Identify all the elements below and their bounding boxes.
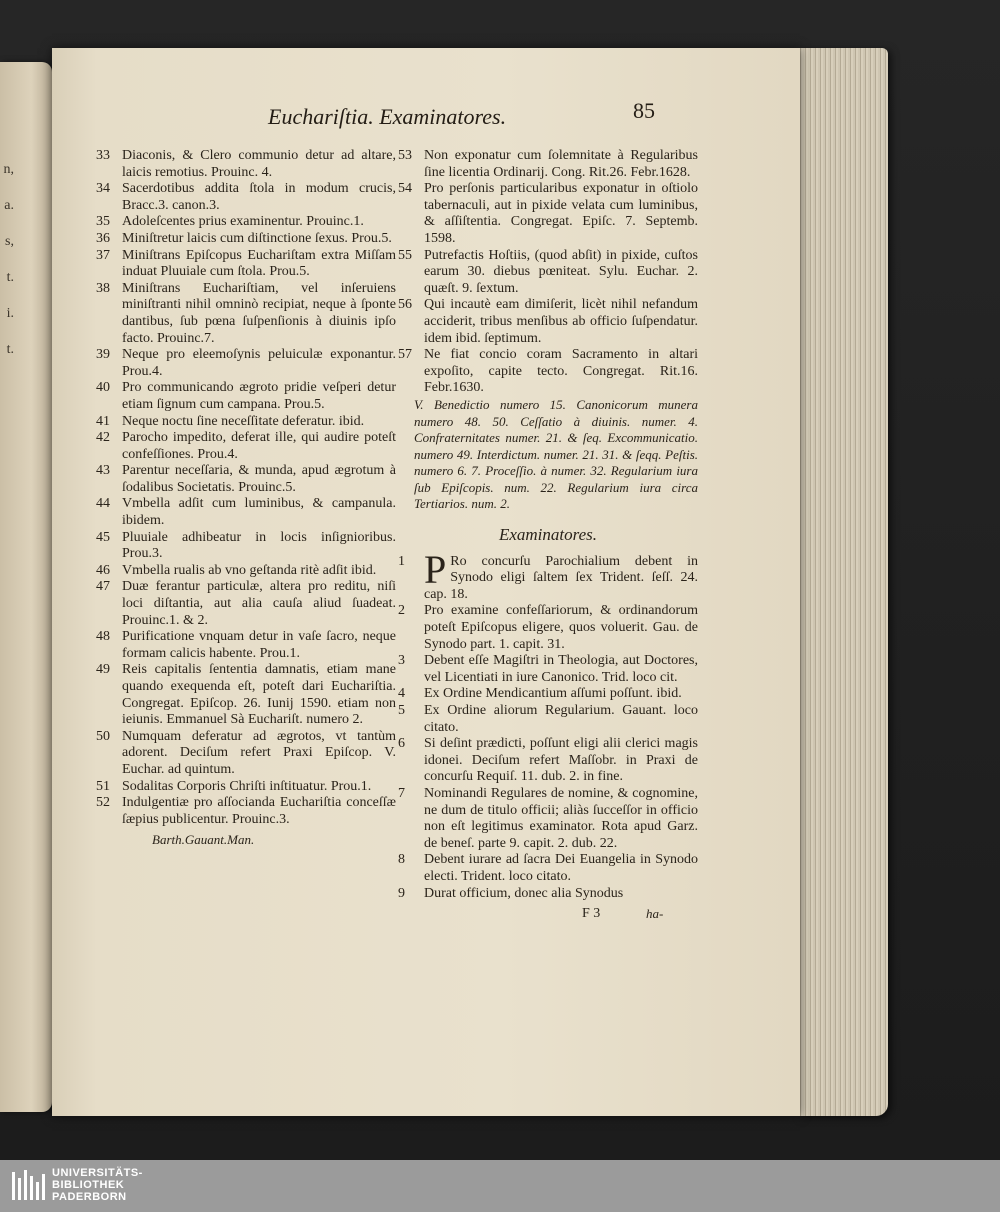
numbered-entry	[398, 852, 698, 885]
entry-number: 5	[398, 703, 405, 718]
numbered-entry	[398, 148, 698, 181]
entry-text: Vmbella adſit cum luminibus, & campanula. ibidem.	[122, 496, 396, 529]
entry-text: Parentur neceſſaria, & munda, apud ægrotum à ſodalibus Societatis. Prouinc.5.	[122, 463, 396, 495]
entry-number: 2	[398, 603, 405, 619]
numbered-entry	[398, 886, 698, 903]
entry-number: 46	[96, 562, 110, 578]
numbered-entry	[96, 563, 396, 580]
signature-mark: F 3	[582, 906, 601, 922]
entry-number: 38	[96, 280, 110, 296]
catchword: ha-	[646, 906, 664, 922]
entry-text: Ex Ordine Mendicantium aſſumi poſſunt. ibid.	[424, 686, 682, 702]
entry-number: 42	[96, 430, 110, 446]
entry-text: Neque pro eleemoſynis peluiculæ exponantur. Prou.4.	[122, 347, 396, 379]
numbered-entry	[96, 281, 396, 347]
entry-number: 1	[398, 553, 405, 569]
book-page-block	[798, 48, 888, 1116]
margin-letter: n,	[3, 162, 14, 177]
numbered-entry	[96, 148, 396, 181]
entry-text: Miniſtrans Euchariſtiam, vel inſeruiens miniſtranti nihil omninò recipiat, neque à ſponte dantibus, ſub pœna ſuſpenſionis à diuinis ipſo facto. Prouinc.7.	[122, 280, 396, 346]
entry-number: 54	[398, 181, 412, 197]
entry-text: Durat officium, donec alia Synodus	[424, 885, 624, 901]
entry-number: 33	[96, 148, 110, 163]
numbered-entry	[398, 603, 698, 653]
numbered-entry	[398, 347, 698, 397]
library-name	[52, 1167, 143, 1203]
right-column	[398, 148, 698, 928]
entry-text: Adoleſcentes prius examinentur. Prouinc.1.	[122, 214, 364, 230]
numbered-entry	[398, 686, 698, 703]
entry-text: Si deſint prædicti, poſſunt eligi alii clerici magis idonei. Deciſum refert Maſſobr. in Praxi de concurſu Requiſ. 11. dub. 2. in fine.	[424, 736, 698, 785]
entry-text	[424, 546, 698, 604]
entry-text: Miniſtretur laicis cum diſtinctione ſexus. Prou.5.	[122, 230, 392, 246]
numbered-entry	[96, 347, 396, 380]
entry-text: Diaconis, & Clero communio detur ad altare, laicis remotius. Prouinc. 4.	[122, 148, 396, 180]
facing-page-letters	[0, 62, 14, 368]
library-footer-bar	[0, 1160, 1000, 1212]
library-name-line: PADERBORN	[52, 1191, 127, 1203]
numbered-entry	[96, 380, 396, 413]
entry-number: 40	[96, 380, 110, 396]
entry-text: Duæ ferantur particulæ, altera pro reditu, niſi loci diſtantia, aut alia cauſa aliud ſuadeat. Prouinc.1. & 2.	[122, 579, 396, 628]
entry-text: Non exponatur cum ſolemnitate à Regularibus ſine licentia Ordinarij. Cong. Rit.26. Febr.1628.	[424, 148, 698, 180]
catchword-line	[398, 906, 698, 928]
entry-number: 50	[96, 728, 110, 744]
entry-text: Vmbella rualis ab vno geſtanda ritè adſit ibid.	[122, 562, 377, 578]
numbered-entry	[96, 662, 396, 728]
entry-number: 49	[96, 662, 110, 678]
numbered-entry	[96, 430, 396, 463]
numbered-entry	[96, 779, 396, 796]
entry-text: Pro perſonis particularibus exponatur in oſtiolo tabernaculi, aut in pixide velata cum luminibus, & aſſiſtentia. Congregat. Epiſc. 7. Septemb. 1598.	[424, 181, 698, 246]
margin-letter: i.	[6, 306, 14, 321]
entry-number: 55	[398, 247, 412, 263]
numbered-entry	[398, 653, 698, 686]
entry-number: 45	[96, 529, 110, 545]
entry-number: 48	[96, 629, 110, 645]
numbered-entry	[398, 181, 698, 247]
library-name-line: UNIVERSITÄTS-	[52, 1167, 143, 1179]
entry-number: 53	[398, 148, 412, 163]
library-name-line: BIBLIOTHEK	[52, 1179, 125, 1191]
numbered-entry	[96, 181, 396, 214]
entry-text: Pro examine confeſſariorum, & ordinandorum poteſt Epiſcopus eligere, quos voluerit. Gau. de Synodo part. 1. capit. 31.	[424, 603, 698, 652]
entry-number: 39	[96, 347, 110, 363]
margin-letter: t.	[6, 342, 14, 357]
entry-number: 56	[398, 297, 412, 313]
entry-number: 44	[96, 496, 110, 512]
entry-text: Numquam deferatur ad ægrotos, vt tantùm adorent. Deciſum refert Praxi Epiſcop. V. Euchar. ad quintum.	[122, 728, 396, 777]
entry-text: Qui incautè eam dimiſerit, licèt nihil nefandum acciderit, tribus menſibus ab officio ſuſpendatur. idem ibid. ſeptimum.	[424, 297, 698, 346]
margin-letter: s,	[5, 234, 14, 249]
entry-text: Miniſtrans Epiſcopus Euchariſtam extra Miſſam induat Pluuiale cum ſtola. Prou.5.	[122, 247, 396, 280]
entry-text: Purificatione vnquam detur in vaſe ſacro, neque formam calicis habente. Prou.1.	[122, 629, 396, 661]
margin-letter: a.	[4, 198, 14, 213]
numbered-entry	[96, 414, 396, 431]
running-title: Euchariſtia. Examinatores.	[268, 104, 507, 129]
entry-number: 6	[398, 736, 405, 752]
entry-number: 51	[96, 778, 110, 794]
page-number: 85	[633, 98, 655, 123]
numbered-entry	[96, 729, 396, 779]
numbered-entry	[398, 703, 698, 736]
entry-number: 9	[398, 885, 405, 901]
entry-number: 41	[96, 413, 110, 429]
library-logo-icon	[10, 1168, 50, 1204]
entry-text: Parocho impedito, deferat ille, qui audire poteſt confeſſiones. Prou.4.	[122, 430, 396, 462]
numbered-entry	[96, 795, 396, 828]
numbered-entry	[96, 248, 396, 281]
numbered-entry	[398, 297, 698, 347]
numbered-entry	[96, 629, 396, 662]
catchword-line	[96, 832, 396, 854]
entry-text: Reis capitalis ſententia damnatis, etiam mane quando exequenda eſt, poteſt dari Euchariſtia. Congregat. Epiſcop. 26. Iunij 1590. etiam non ieiunis. Emmanuel Sà Euchariſt. numero 2.	[122, 662, 396, 728]
entry-number: 47	[96, 579, 110, 595]
numbered-entry	[398, 786, 698, 852]
entry-text: Indulgentiæ pro aſſocianda Euchariſtia conceſſæ ſæpius publicentur. Prouinc.3.	[122, 795, 396, 827]
numbered-entry	[398, 248, 698, 298]
entry-number: 7	[398, 785, 405, 801]
numbered-entry	[96, 463, 396, 496]
entry-number: 35	[96, 214, 110, 230]
entry-number: 37	[96, 247, 110, 263]
entry-number: 43	[96, 463, 110, 479]
left-column	[96, 148, 396, 854]
entry-text: Pluuiale adhibeatur in locis inſignioribus. Prou.3.	[122, 529, 396, 562]
entry-number: 4	[398, 686, 405, 702]
entry-number: 3	[398, 653, 405, 669]
entry-number: 57	[398, 347, 412, 363]
entry-text-body: Ro concurſu Parochialium debent in Synodo eligi ſaltem ſex Trident. ſeſſ. 24. cap. 18.	[424, 553, 698, 602]
numbered-entry	[96, 214, 396, 231]
numbered-entry	[96, 579, 396, 629]
numbered-entry	[96, 530, 396, 563]
numbered-entry	[398, 546, 698, 604]
entry-text: Ex Ordine aliorum Regularium. Gauant. loco citato.	[424, 703, 698, 735]
catchword: Barth.Gauant.Man.	[152, 832, 255, 848]
drop-capital: P	[424, 546, 447, 592]
entry-number: 52	[96, 795, 110, 811]
entry-text: Debent iurare ad ſacra Dei Euangelia in Synodo electi. Trident. loco citato.	[424, 852, 698, 884]
margin-letter: t.	[6, 270, 14, 285]
entry-number: 34	[96, 181, 110, 197]
numbered-entry	[96, 231, 396, 248]
cross-references: V. Benedictio numero 15. Canonicorum munera numero 48. 50. Ceſſatio à diuinis. numer. 4. Confraternitates numer. 21. & ſeq. Excommunicatio. numero 49. Interdictum. numer. 21. 31. & ſeqq. Peſtis. numero 6. 7. Proceſſio. à numer. 32. Regularium iura ſub Epiſcopis. num. 22. Regularium iura circa Tertiarios. num. 2.	[414, 396, 698, 512]
entry-text: Debent eſſe Magiſtri in Theologia, aut Doctores, vel Licentiati in iure Canonico. Trid. loco cit.	[424, 653, 698, 685]
entry-text: Pro communicando ægroto pridie veſperi detur etiam ſignum cum campana. Prou.5.	[122, 380, 396, 412]
entry-number: 36	[96, 230, 110, 246]
entry-text: Sacerdotibus addita ſtola in modum crucis, Bracc.3. canon.3.	[122, 181, 396, 213]
section-heading: Examinatores.	[498, 525, 598, 545]
facing-page-edge	[0, 62, 52, 1112]
entry-text: Sodalitas Corporis Chriſti inſtituatur. Prou.1.	[122, 778, 372, 794]
numbered-entry	[398, 736, 698, 786]
entry-text: Ne fiat concio coram Sacramento in altari expoſito, capite tecto. Congregat. Rit.16. Febr.1630.	[424, 347, 698, 396]
entry-text: Putrefactis Hoſtiis, (quod abſit) in pixide, cuſtos earum 30. diebus pœniteat. Sylu. Euchar. 2. quæſt. 9. ſextum.	[424, 247, 698, 296]
entry-text: Neque noctu ſine neceſſitate deferatur. ibid.	[122, 413, 365, 429]
entry-text: Nominandi Regulares de nomine, & cognomine, ne dum de titulo officii; aliàs ſucceſſor in officio non eſt legitimus examinator. Rota apud Garz. de beneſ. parte 9. capit. 2. dub. 22.	[424, 785, 698, 851]
entry-number: 8	[398, 852, 405, 868]
numbered-entry	[96, 496, 396, 529]
